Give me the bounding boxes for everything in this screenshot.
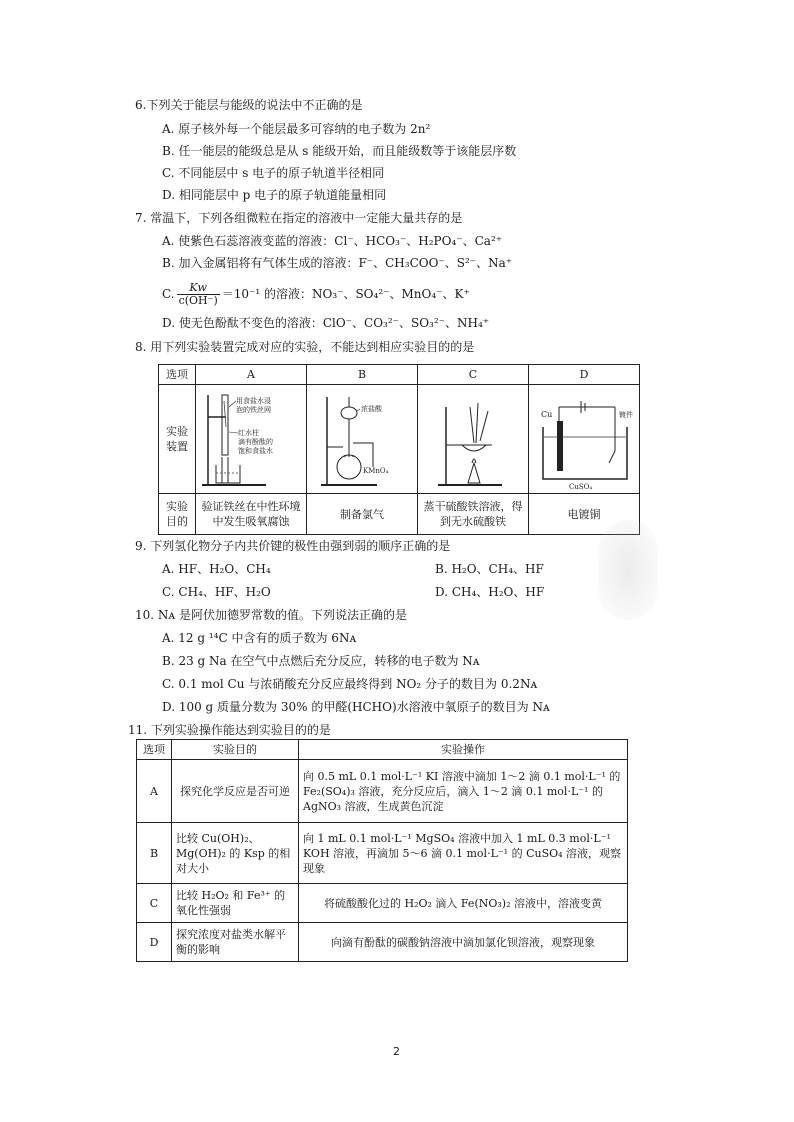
- table-header-row: [159, 365, 640, 385]
- purpose-cell: 电镀铜: [529, 494, 640, 535]
- q9-stem: 9. 下列氢化物分子内共价键的极性由强到弱的顺序正确的是: [135, 539, 451, 553]
- q6-option-c: C. 不同能层中 s 电子的原子轨道半径相同: [162, 166, 385, 180]
- option-cell: D: [137, 923, 172, 962]
- apparatus-row: [159, 385, 640, 494]
- option-cell: B: [137, 823, 172, 884]
- apparatus-label: CuSO₄: [569, 483, 593, 491]
- q9-option-a: A. HF、H₂O、CH₄: [162, 562, 271, 576]
- q8-stem: 8. 用下列实验装置完成对应的实验，不能达到相应实验目的的是: [135, 340, 475, 354]
- evaporating-dish-icon: [418, 387, 528, 491]
- q11-table: [136, 739, 628, 962]
- apparatus-label: 饱和食盐水: [238, 447, 273, 455]
- q6-option-a: A. 原子核外每一个能层最多可容纳的电子数为 2n²: [162, 122, 431, 136]
- header-cell: 选项: [137, 740, 172, 760]
- purpose-cell: 探究化学反应是否可逆: [172, 760, 299, 823]
- table-row: [137, 760, 628, 823]
- q10-option-a: A. 12 g ¹⁴C 中含有的质子数为 6Nᴀ: [162, 631, 357, 645]
- header-cell: 选项: [159, 365, 196, 385]
- operation-cell: 将硫酸酸化过的 H₂O₂ 滴入 Fe(NO₃)₂ 溶液中，溶液变黄: [299, 884, 628, 923]
- header-cell: D: [529, 365, 640, 385]
- table-row: [137, 823, 628, 884]
- q9-option-c: C. CH₄、HF、H₂O: [162, 585, 271, 599]
- operation-cell: 向 0.5 mL 0.1 mol·L⁻¹ KI 溶液中滴加 1～2 滴 0.1 mol·L⁻¹ 的 Fe₂(SO₄)₃ 溶液，充分反应后，滴入 1～2 滴 0.1 mol·L⁻¹ 的 AgNO₃ 溶液，生成黄色沉淀: [299, 760, 628, 823]
- q10-stem: 10. Nᴀ 是阿伏加德罗常数的值。下列说法正确的是: [135, 608, 407, 622]
- q7-option-c-prefix: C.: [162, 287, 175, 301]
- purpose-cell: 制备氯气: [307, 494, 418, 535]
- q7-option-a: A. 使紫色石蕊溶液变蓝的溶液：Cl⁻、HCO₃⁻、H₂PO₄⁻、Ca²⁺: [162, 234, 503, 248]
- header-cell: B: [307, 365, 418, 385]
- apparatus-label: 滴有酚酞的: [238, 438, 273, 446]
- purpose-cell: 比较 H₂O₂ 和 Fe³⁺ 的氧化性强弱: [172, 884, 299, 923]
- fraction-denominator: c(OH⁻): [178, 294, 218, 307]
- purpose-cell: 比较 Cu(OH)₂、Mg(OH)₂ 的 Ksp 的相对大小: [172, 823, 299, 884]
- q9-option-b: B. H₂O、CH₄、HF: [435, 562, 544, 576]
- purpose-cell: 蒸干硫酸铁溶液，得到无水硫酸铁: [418, 494, 529, 535]
- operation-cell: 向 1 mL 0.1 mol·L⁻¹ MgSO₄ 溶液中加入 1 mL 0.3 mol·L⁻¹ KOH 溶液，再滴加 5～6 滴 0.1 mol·L⁻¹ 的 CuSO₄ 溶液，观察现象: [299, 823, 628, 884]
- apparatus-label: 红水柱: [238, 429, 259, 437]
- q7-option-d: D. 使无色酚酞不变色的溶液：ClO⁻、CO₃²⁻、SO₃²⁻、NH₄⁺: [162, 316, 490, 330]
- iron-corrosion-apparatus-icon: [196, 387, 306, 491]
- apparatus-a: [196, 385, 307, 494]
- kw-fraction: [177, 282, 220, 307]
- q6-stem: 6.下列关于能层与能级的说法中不正确的是: [135, 98, 363, 112]
- apparatus-label: 镀件: [619, 411, 633, 419]
- q10-option-c: C. 0.1 mol Cu 与浓硝酸充分反应最终得到 NO₂ 分子的数目为 0.2Nᴀ: [162, 677, 538, 691]
- apparatus-label: KMnO₄: [363, 467, 389, 475]
- row-label: 实验目的: [159, 494, 196, 535]
- purpose-row: [159, 494, 640, 535]
- option-cell: A: [137, 760, 172, 823]
- option-cell: C: [137, 884, 172, 923]
- header-cell: C: [418, 365, 529, 385]
- apparatus-label: Cu: [541, 410, 553, 419]
- q7-option-c: [162, 280, 470, 308]
- scan-smudge: [598, 520, 658, 620]
- apparatus-c: [418, 385, 529, 494]
- row-label: 实验装置: [159, 385, 196, 494]
- q6-option-b: B. 任一能层的能级总是从 s 能级开始，而且能级数等于该能层序数: [162, 144, 517, 158]
- table-row: [137, 923, 628, 962]
- chlorine-generator-icon: [307, 387, 417, 491]
- q7-option-c-rest: ＝10⁻¹ 的溶液：NO₃⁻、SO₄²⁻、MnO₄⁻、K⁺: [221, 287, 470, 301]
- operation-cell: 向滴有酚酞的碳酸钠溶液中滴加氯化钡溶液，观察现象: [299, 923, 628, 962]
- q9-option-d: D. CH₄、H₂O、HF: [435, 585, 545, 599]
- table-row: [137, 884, 628, 923]
- purpose-cell: 探究浓度对盐类水解平衡的影响: [172, 923, 299, 962]
- q6-option-d: D. 相同能层中 p 电子的原子轨道能量相同: [162, 188, 387, 202]
- header-cell: 实验目的: [172, 740, 299, 760]
- apparatus-label: 泡的铁丝网: [236, 406, 271, 414]
- q7-stem: 7. 常温下，下列各组微粒在指定的溶液中一定能大量共存的是: [135, 211, 463, 225]
- page-number: 2: [393, 1045, 400, 1058]
- electroplating-cell-icon: [529, 387, 639, 491]
- purpose-cell: 验证铁丝在中性环境中发生吸氧腐蚀: [196, 494, 307, 535]
- table-header-row: [137, 740, 628, 760]
- apparatus-label: 用食盐水浸: [236, 397, 271, 405]
- apparatus-d: [529, 385, 640, 494]
- header-cell: A: [196, 365, 307, 385]
- q10-option-d: D. 100 g 质量分数为 30% 的甲醛(HCHO)水溶液中氧原子的数目为 Nᴀ: [162, 700, 550, 714]
- q8-table: [158, 364, 640, 535]
- apparatus-b: [307, 385, 418, 494]
- fraction-numerator: Kw: [177, 282, 220, 295]
- q7-option-b: B. 加入金属铝将有气体生成的溶液：F⁻、CH₃COO⁻、S²⁻、Na⁺: [162, 256, 513, 270]
- q10-option-b: B. 23 g Na 在空气中点燃后充分反应，转移的电子数为 Nᴀ: [162, 654, 480, 668]
- header-cell: 实验操作: [299, 740, 628, 760]
- q11-stem: 11. 下列实验操作能达到实验目的的是: [128, 723, 331, 737]
- apparatus-label: 浓盐酸: [361, 405, 382, 413]
